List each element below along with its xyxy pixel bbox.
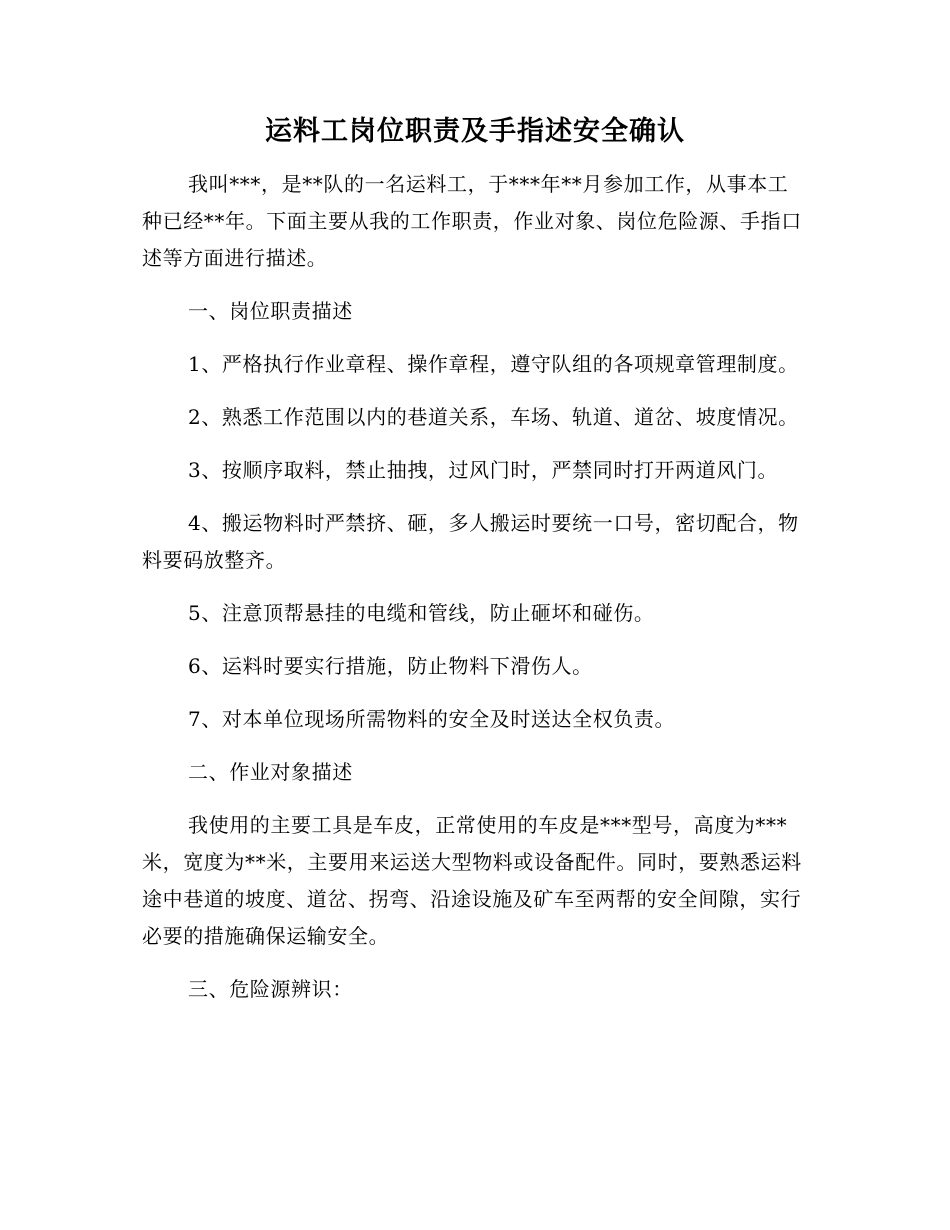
duty-item-6: 6、运料时要实行措施，防止物料下滑伤人。 — [188, 654, 593, 678]
duty-item-7: 7、对本单位现场所需物料的安全及时送达全权负责。 — [188, 707, 676, 731]
duty-item-5: 5、注意顶帮悬挂的电缆和管线，防止砸坏和碰伤。 — [188, 601, 655, 625]
duty-item-3: 3、按顺序取料，禁止抽拽，过风门时，严禁同时打开两道风门。 — [188, 458, 779, 482]
duty-item-4: 4、搬运物料时严禁挤、砸，多人搬运时要统一口号，密切配合，物料要码放整齐。 — [142, 511, 799, 572]
duty-item-1: 1、严格执行作业章程、操作章程，遵守队组的各项规章管理制度。 — [188, 352, 799, 376]
intro-paragraph: 我叫***，是**队的一名运料工，于***年**月参加工作，从事本工种已经**年。下面主要从我的工作职责，作业对象、岗位危险源、手指口述等方面进行描述。 — [142, 172, 802, 270]
duty-item-2: 2、熟悉工作范围以内的巷道关系，车场、轨道、道岔、坡度情况。 — [188, 405, 799, 429]
section-heading-hazards: 三、危险源辨识： — [188, 977, 353, 1001]
document-body — [142, 166, 806, 1008]
document-title: 运料工岗位职责及手指述安全确认 — [265, 116, 685, 147]
section-heading-work-objects: 二、作业对象描述 — [188, 760, 353, 784]
work-objects-paragraph: 我使用的主要工具是车皮，正常使用的车皮是***型号，高度为***米，宽度为**米，主要用来运送大型物料或设备配件。同时，要熟悉运料途中巷道的坡度、道岔、拐弯、沿途设施及矿车至两帮的安全间隙，实行必要的措施确保运输安全。 — [142, 813, 802, 948]
section-heading-duties: 一、岗位职责描述 — [188, 299, 353, 323]
